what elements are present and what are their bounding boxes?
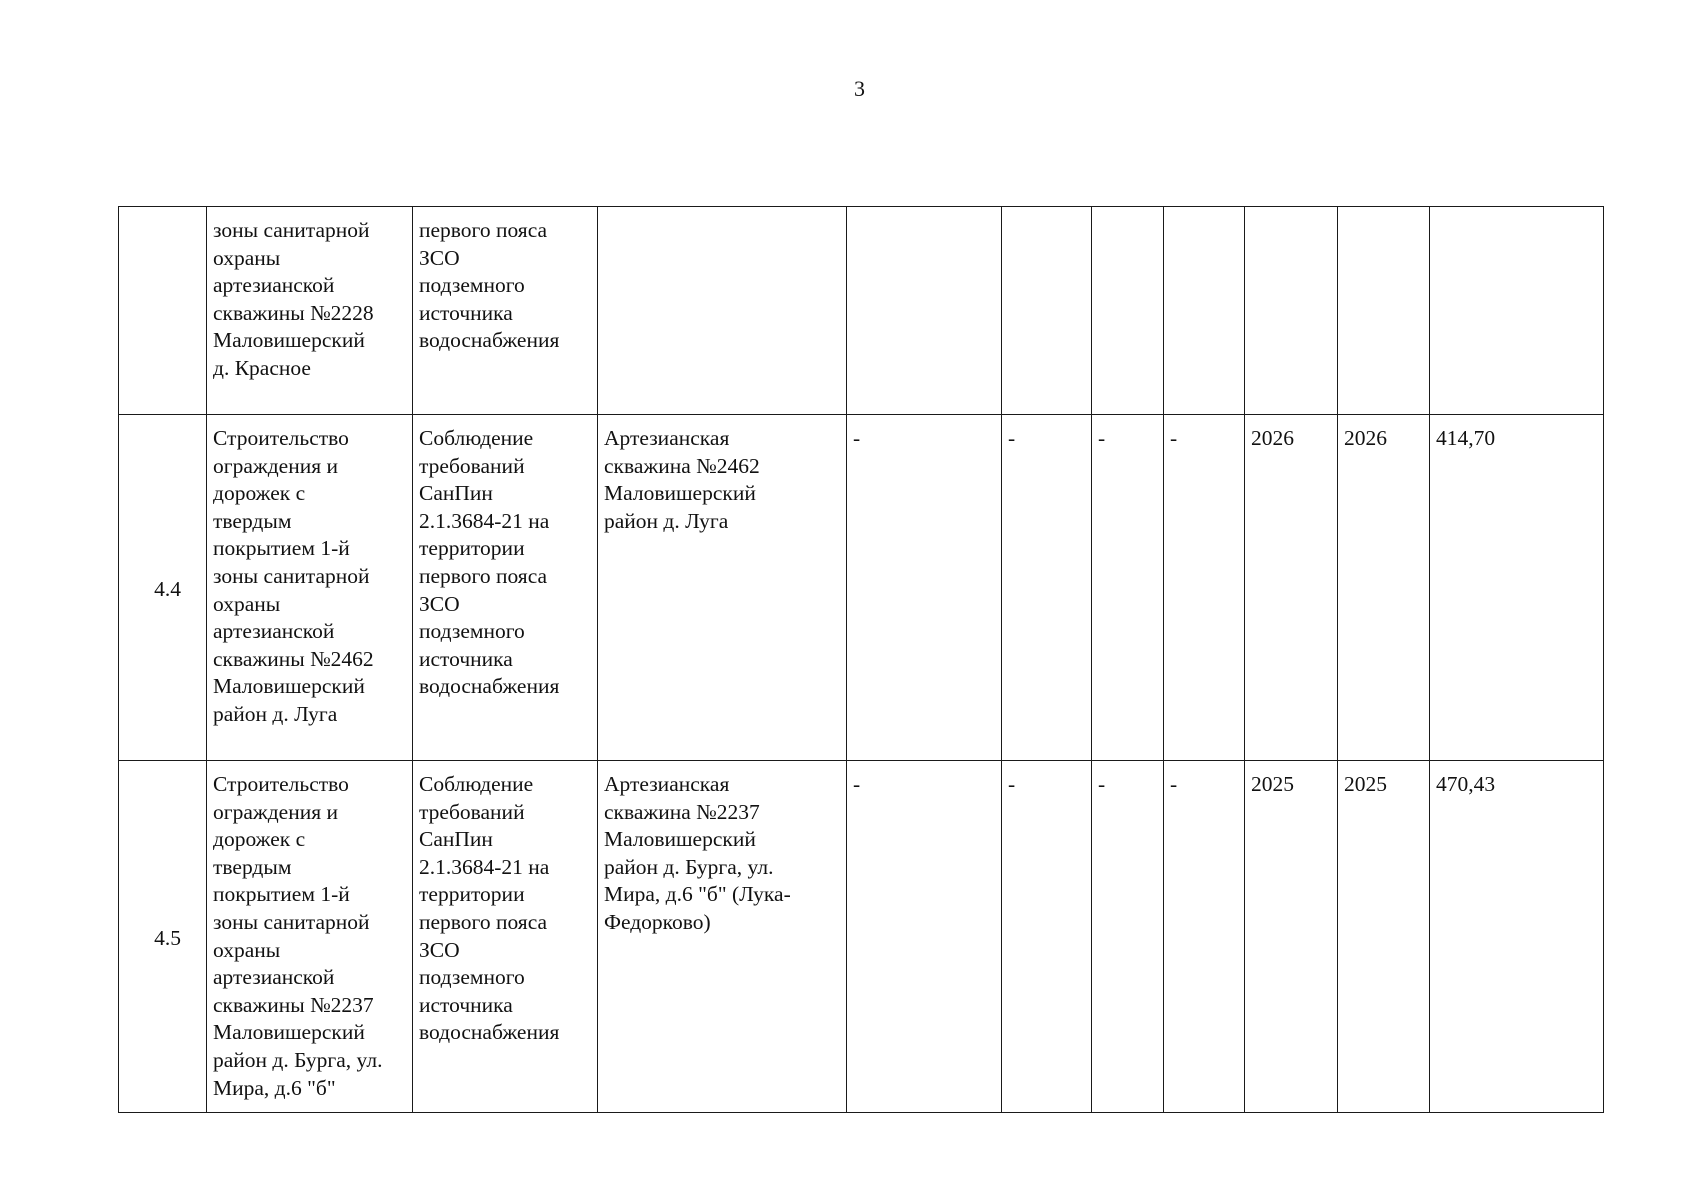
cell-number: 4.5 — [119, 761, 207, 1113]
cell-year-end: 2025 — [1338, 761, 1430, 1113]
cell-col5: - — [847, 415, 1002, 761]
cell-name: зоны санитарной охраны артезианской скважины №2228 Маловишерский д. Красное — [207, 207, 413, 415]
cell-col8: - — [1164, 415, 1245, 761]
cell-col7 — [1092, 207, 1164, 415]
cell-amount: 470,43 — [1430, 761, 1604, 1113]
cell-location — [598, 207, 847, 415]
cell-amount — [1430, 207, 1604, 415]
cell-year-end: 2026 — [1338, 415, 1430, 761]
page-number: 3 — [854, 76, 865, 101]
cell-number: 4.4 — [119, 415, 207, 761]
cell-purpose: Соблюдение требований СанПин 2.1.3684-21 на территории первого пояса ЗСО подземного источника водоснабжения — [413, 415, 598, 761]
measures-table — [118, 206, 1604, 1113]
cell-name: Строительство ограждения и дорожек с твердым покрытием 1-й зоны санитарной охраны артезианской скважины №2462 Маловишерский район д. Луга — [207, 415, 413, 761]
cell-year-start: 2025 — [1245, 761, 1338, 1113]
table-row — [119, 207, 1604, 415]
table-row — [119, 761, 1604, 1113]
cell-number — [119, 207, 207, 415]
cell-purpose: первого пояса ЗСО подземного источника водоснабжения — [413, 207, 598, 415]
cell-col5 — [847, 207, 1002, 415]
cell-col6 — [1002, 207, 1092, 415]
cell-year-start — [1245, 207, 1338, 415]
cell-col6: - — [1002, 761, 1092, 1113]
cell-amount: 414,70 — [1430, 415, 1604, 761]
cell-col7: - — [1092, 761, 1164, 1113]
cell-col7: - — [1092, 415, 1164, 761]
cell-purpose: Соблюдение требований СанПин 2.1.3684-21 на территории первого пояса ЗСО подземного источника водоснабжения — [413, 761, 598, 1113]
cell-col6: - — [1002, 415, 1092, 761]
cell-col8: - — [1164, 761, 1245, 1113]
cell-name: Строительство ограждения и дорожек с твердым покрытием 1-й зоны санитарной охраны артезианской скважины №2237 Маловишерский район д. Бурга, ул. Мира, д.6 "б" — [207, 761, 413, 1113]
cell-col8 — [1164, 207, 1245, 415]
cell-year-end — [1338, 207, 1430, 415]
cell-location: Артезианская скважина №2237 Маловишерский район д. Бурга, ул. Мира, д.6 "б" (Лука- Федорково) — [598, 761, 847, 1113]
cell-year-start: 2026 — [1245, 415, 1338, 761]
cell-location: Артезианская скважина №2462 Маловишерский район д. Луга — [598, 415, 847, 761]
table-row — [119, 415, 1604, 761]
cell-col5: - — [847, 761, 1002, 1113]
